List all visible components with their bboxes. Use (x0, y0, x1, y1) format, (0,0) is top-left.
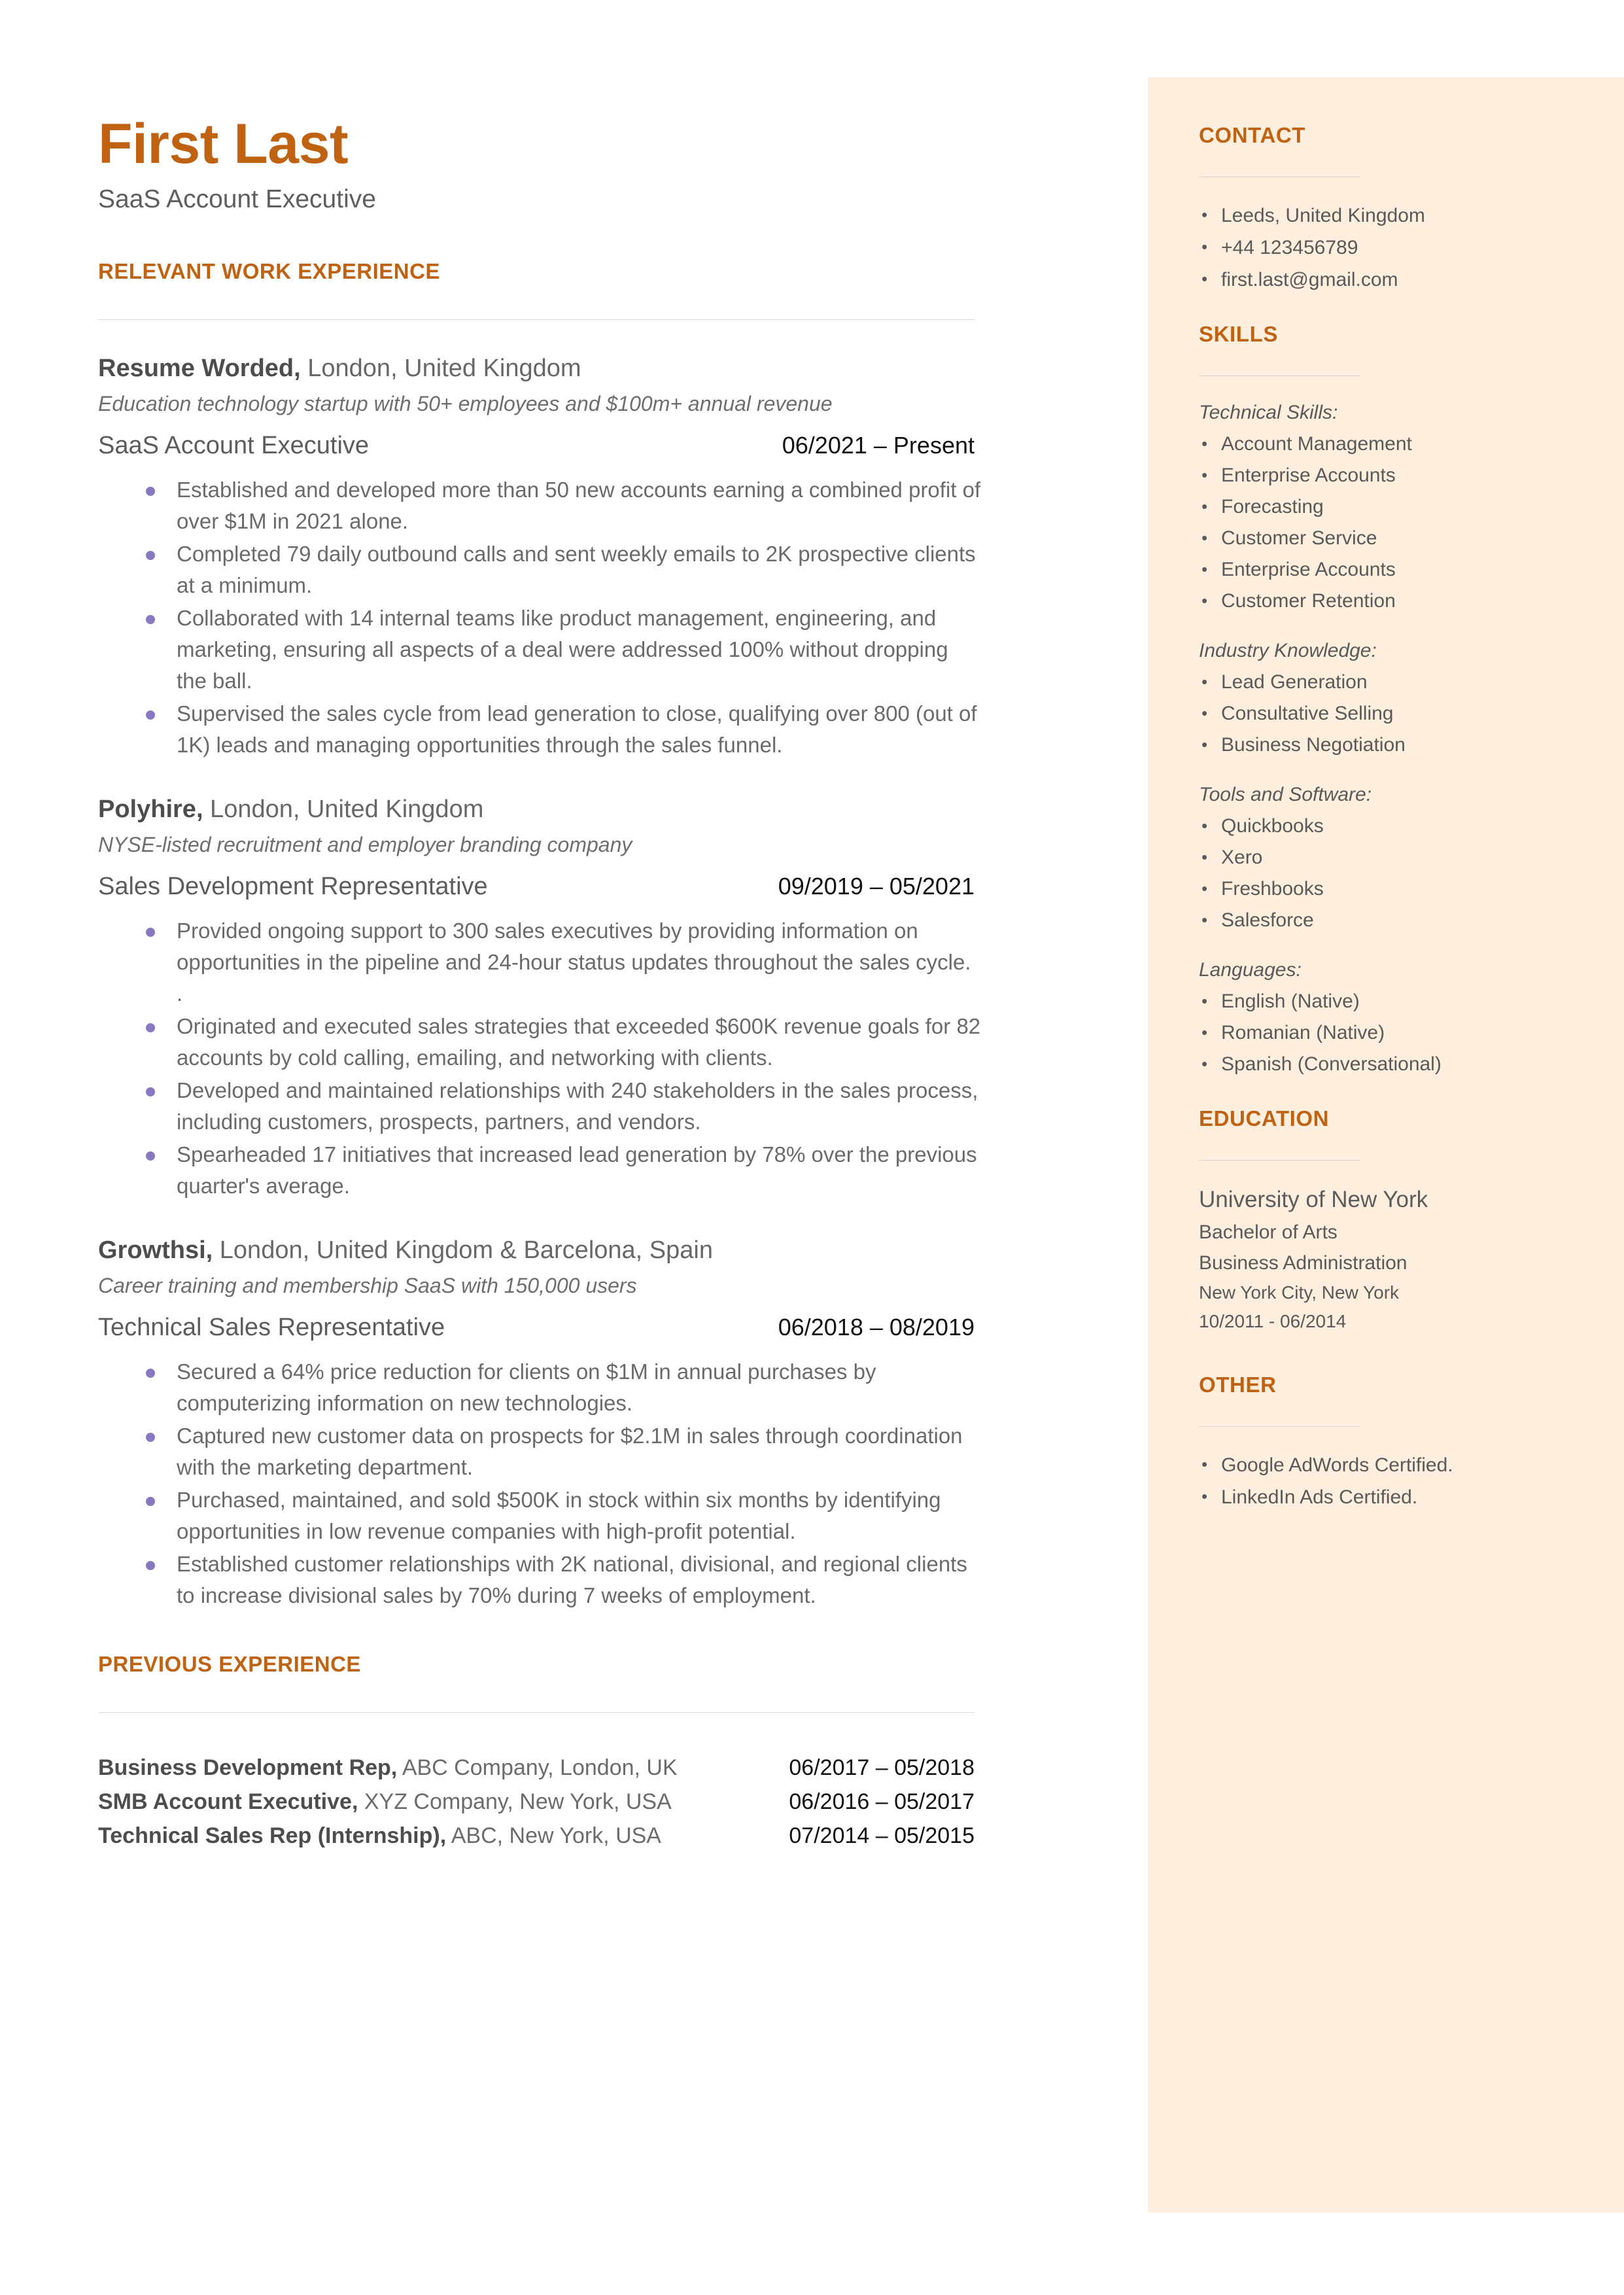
job-bullet: Collaborated with 14 internal teams like product management, engineering, and marketing, ensuring all aspects of a deal were addressed 100% without dropping the ball. (98, 603, 981, 697)
skill-item: • Enterprise Accounts (1199, 554, 1572, 586)
previous-experience-row (98, 1819, 975, 1853)
skill-item: • Spanish (Conversational) (1199, 1049, 1572, 1080)
previous-experience-label (98, 1751, 678, 1785)
job-bullet: Completed 79 daily outbound calls and sent weekly emails to 2K prospective clients at a minimum. (98, 538, 981, 601)
job-company (98, 351, 1112, 385)
job-title: SaaS Account Executive (98, 432, 370, 459)
section-previous-experience-title: PREVIOUS EXPERIENCE (98, 1652, 361, 1676)
job-bullet: Provided ongoing support to 300 sales executives by providing information on opportunities in the pipeline and 24-hour status updates throughout the sales cycle. . (98, 915, 981, 1009)
contact-item-email[interactable]: • first.last@gmail.com (1199, 264, 1572, 296)
education-degree: Bachelor of Arts (1199, 1221, 1338, 1243)
education-divider (1199, 1160, 1361, 1161)
skill-item: • Salesforce (1199, 905, 1572, 936)
skill-item: • Enterprise Accounts (1199, 460, 1572, 491)
job-bullet: Purchased, maintained, and sold $500K in stock within six months by identifying opportunities in low revenue companies with high-profit potential. (98, 1484, 981, 1547)
sidebar-section-skills-title: SKILLS (1199, 322, 1278, 346)
section-relevant-work-experience-title: RELEVANT WORK EXPERIENCE (98, 259, 440, 283)
previous-experience-detail: ABC Company, London, UK (397, 1755, 678, 1780)
previous-experience-label (98, 1819, 661, 1853)
job-title: Technical Sales Representative (98, 1314, 445, 1341)
skill-items (1199, 811, 1572, 936)
sidebar-section-contact-title: CONTACT (1199, 123, 1306, 147)
job-title-row (98, 429, 975, 463)
job-bullets (98, 915, 981, 1202)
relevant-work-experience-divider (98, 319, 975, 320)
skill-items (1199, 986, 1572, 1080)
skill-group-industry-knowledge (1199, 637, 1572, 761)
sidebar-section-education-title: EDUCATION (1199, 1106, 1330, 1130)
job-company-location: London, United Kingdom & Barcelona, Spain (213, 1236, 713, 1264)
skill-group-title: Languages: (1199, 959, 1302, 981)
job-company-name: Polyhire, (98, 796, 203, 823)
skill-group-languages (1199, 956, 1572, 1080)
job-bullets (98, 474, 981, 761)
previous-experience-detail: XYZ Company, New York, USA (358, 1789, 672, 1814)
job-dates: 06/2018 – 08/2019 (778, 1314, 975, 1340)
job-bullet: Established customer relationships with 2K national, divisional, and regional clients to increase divisional sales by 70% during 7 weeks of employment. (98, 1549, 981, 1611)
previous-experience-title: Business Development Rep, (98, 1755, 398, 1780)
job-entry (98, 1233, 1112, 1611)
previous-experience-dates: 06/2017 – 05/2018 (789, 1755, 975, 1780)
skill-item: • Quickbooks (1199, 811, 1572, 842)
previous-experience-divider (98, 1712, 975, 1713)
previous-experience-title: Technical Sales Rep (Internship), (98, 1823, 447, 1848)
skill-item: • Forecasting (1199, 491, 1572, 523)
previous-experience-label (98, 1785, 672, 1819)
job-bullet: Spearheaded 17 initiatives that increased lead generation by 78% over the previous quarter's average. (98, 1139, 981, 1202)
job-dates: 06/2021 – Present (782, 432, 975, 459)
page-title: First Last (98, 113, 349, 175)
previous-experience-dates: 06/2016 – 05/2017 (789, 1789, 975, 1814)
job-bullet: Supervised the sales cycle from lead generation to close, qualifying over 800 (out of 1K) leads and managing opportunities through the sales funnel. (98, 698, 981, 761)
job-description: Career training and membership SaaS with 150,000 users (98, 1274, 637, 1297)
previous-experience-dates: 07/2014 – 05/2015 (789, 1823, 975, 1848)
job-company-location: London, United Kingdom (300, 355, 581, 382)
job-bullet: Originated and executed sales strategies that exceeded $600K revenue goals for 82 accounts by cold calling, emailing, and networking with clients. (98, 1011, 981, 1074)
previous-experience-list (98, 1751, 975, 1853)
job-dates: 09/2019 – 05/2021 (778, 873, 975, 900)
skill-item: • Romanian (Native) (1199, 1017, 1572, 1049)
job-title-row (98, 869, 975, 903)
other-item: • LinkedIn Ads Certified. (1199, 1481, 1572, 1513)
previous-experience-detail: ABC, New York, USA (446, 1823, 661, 1848)
skill-item: • Consultative Selling (1199, 698, 1572, 729)
skill-item: • Freshbooks (1199, 873, 1572, 905)
other-list (1199, 1449, 1572, 1513)
skill-group-title: Technical Skills: (1199, 402, 1338, 423)
skill-item: • Xero (1199, 842, 1572, 873)
job-bullet: Developed and maintained relationships with 240 stakeholders in the sales process, including customers, prospects, partners, and vendors. (98, 1075, 981, 1138)
job-company-name: Growthsi, (98, 1236, 213, 1264)
job-bullet: Captured new customer data on prospects for $2.1M in sales through coordination with the marketing department. (98, 1420, 981, 1483)
previous-experience-row (98, 1751, 975, 1785)
skill-item: • English (Native) (1199, 986, 1572, 1017)
job-description: Education technology startup with 50+ employees and $100m+ annual revenue (98, 392, 833, 415)
skill-group-tools-and-software (1199, 780, 1572, 936)
contact-list (1199, 200, 1572, 296)
education-dates: 10/2011 - 06/2014 (1199, 1311, 1347, 1331)
job-bullet: Secured a 64% price reduction for clients on $1M in annual purchases by computerizing information on new technologies. (98, 1356, 981, 1419)
other-item: • Google AdWords Certified. (1199, 1449, 1572, 1481)
contact-item-phone: • +44 123456789 (1199, 232, 1572, 264)
header-subtitle: SaaS Account Executive (98, 185, 376, 213)
skill-item: • Customer Retention (1199, 586, 1572, 617)
job-company (98, 1233, 1112, 1267)
skill-item: • Account Management (1199, 429, 1572, 460)
education-field: Business Administration (1199, 1252, 1408, 1274)
sidebar-section-other-title: OTHER (1199, 1373, 1277, 1397)
job-entry (98, 351, 1112, 761)
job-company-location: London, United Kingdom (203, 796, 484, 823)
other-divider (1199, 1426, 1361, 1427)
previous-experience-row (98, 1785, 975, 1819)
skill-item: • Lead Generation (1199, 667, 1572, 698)
contact-item-location: • Leeds, United Kingdom (1199, 200, 1572, 232)
job-description: NYSE-listed recruitment and employer branding company (98, 833, 632, 856)
job-title: Sales Development Representative (98, 873, 488, 900)
skill-group-title: Industry Knowledge: (1199, 640, 1377, 661)
education-school: University of New York (1199, 1187, 1428, 1212)
sidebar (1148, 77, 1624, 2213)
skill-group-title: Tools and Software: (1199, 784, 1372, 805)
job-entry (98, 792, 1112, 1202)
job-bullet: Established and developed more than 50 new accounts earning a combined profit of over $1M in 2021 alone. (98, 474, 981, 537)
skill-item: • Business Negotiation (1199, 729, 1572, 761)
education-location: New York City, New York (1199, 1282, 1400, 1303)
job-company (98, 792, 1112, 826)
job-bullets (98, 1356, 981, 1611)
skill-item: • Customer Service (1199, 523, 1572, 554)
previous-experience-title: SMB Account Executive, (98, 1789, 358, 1814)
skill-group-technical (1199, 398, 1572, 617)
skill-items (1199, 429, 1572, 617)
job-title-row (98, 1310, 975, 1344)
skill-items (1199, 667, 1572, 761)
job-company-name: Resume Worded, (98, 355, 301, 382)
